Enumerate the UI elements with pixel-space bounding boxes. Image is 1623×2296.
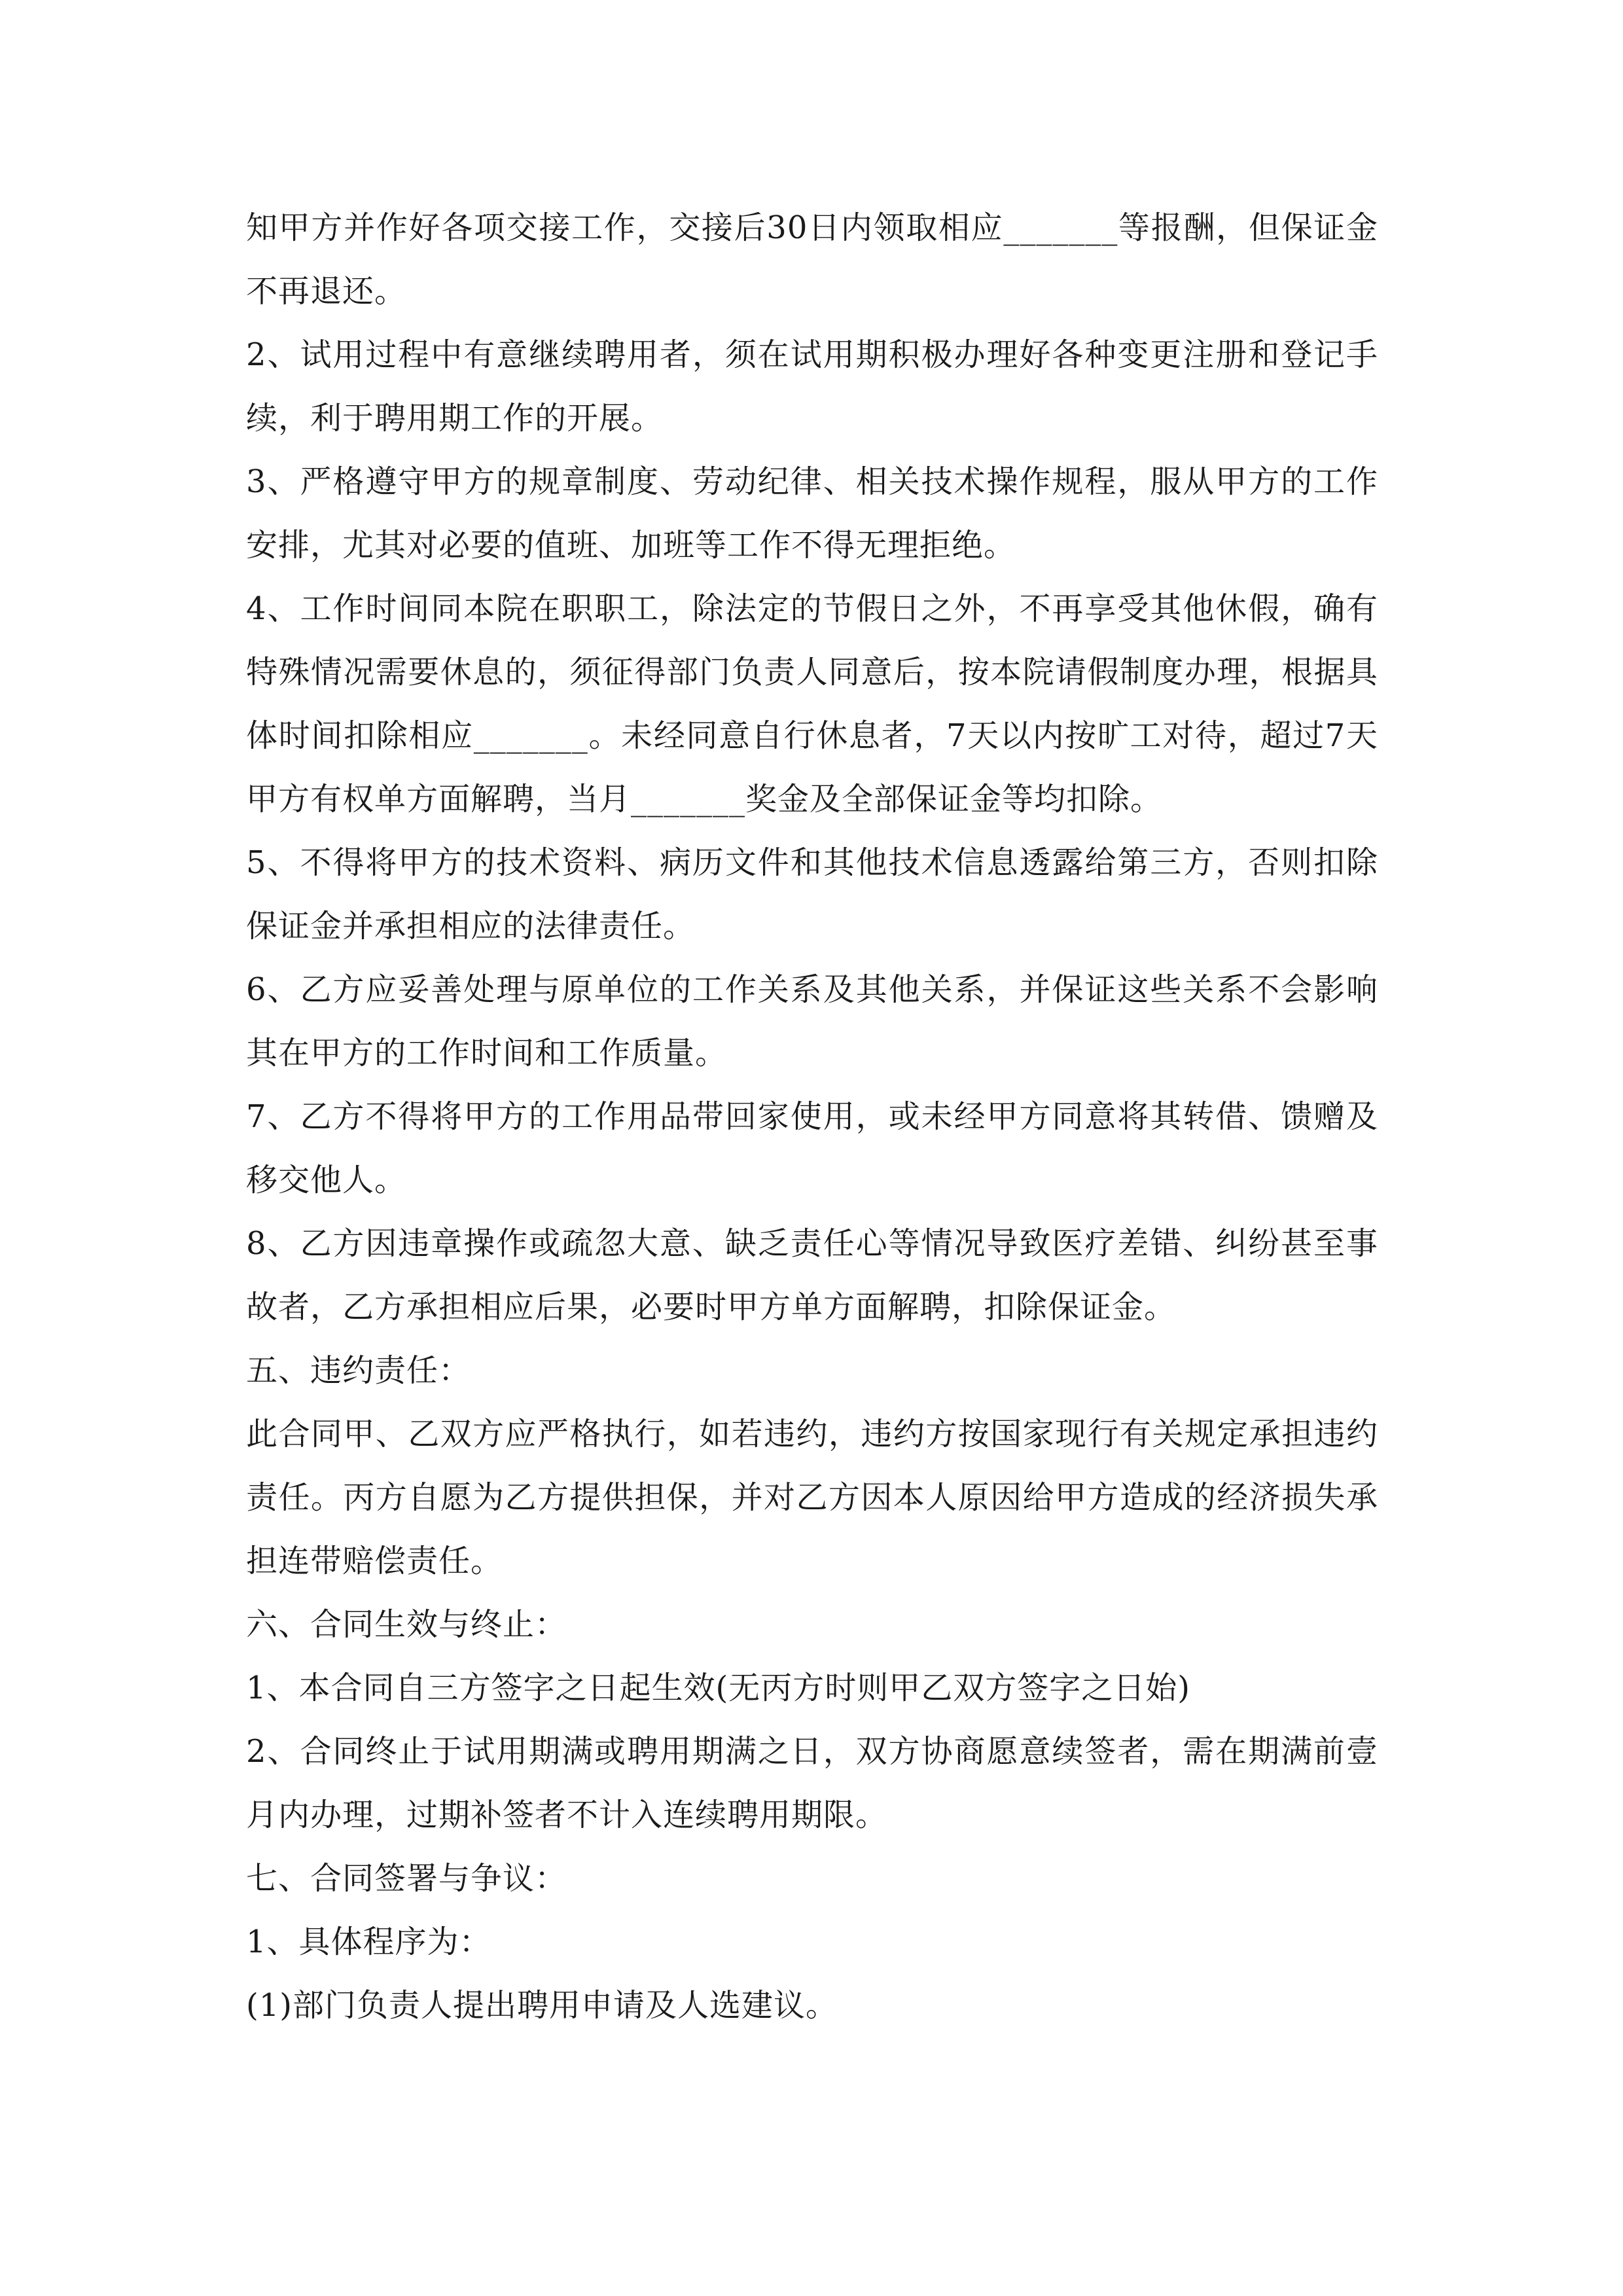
paragraph-work-supplies: 7、乙方不得将甲方的工作用品带回家使用，或未经甲方同意将其转借、馈赠及移交他人。	[246, 1098, 1378, 1198]
paragraph-termination: 2、合同终止于试用期满或聘用期满之日，双方协商愿意续签者，需在期满前壹月内办理，过期补签者不计入连续聘用期限。	[246, 1733, 1378, 1833]
section-heading-signing-dispute: 七、合同签署与争议：	[246, 1860, 567, 1897]
paragraph-confidentiality: 5、不得将甲方的技术资料、病历文件和其他技术信息透露给第三方，否则扣除保证金并承担相应的法律责任。	[246, 844, 1378, 944]
paragraph-breach-liability: 此合同甲、乙双方应严格执行，如若违约，违约方按国家现行有关规定承担违约责任。丙方自愿为乙方提供担保，并对乙方因本人原因给甲方造成的经济损失承担连带赔偿责任。	[246, 1416, 1378, 1579]
paragraph-handover-pay: 知甲方并作好各项交接工作，交接后30日内领取相应_______等报酬，但保证金不再退还。	[246, 209, 1378, 310]
document-body	[246, 196, 1378, 2037]
paragraph-trial-registration: 2、试用过程中有意继续聘用者，须在试用期积极办理好各种变更注册和登记手续，利于聘用期工作的开展。	[246, 336, 1378, 437]
paragraph-comply-rules: 3、严格遵守甲方的规章制度、劳动纪律、相关技术操作规程，服从甲方的工作安排，尤其对必要的值班、加班等工作不得无理拒绝。	[246, 463, 1378, 564]
paragraph-procedure-step-1: (1)部门负责人提出聘用申请及人选建议。	[246, 1987, 838, 2024]
paragraph-procedure: 1、具体程序为：	[246, 1924, 491, 1960]
paragraph-effective-date: 1、本合同自三方签字之日起生效(无丙方时则甲乙双方签字之日始)	[246, 1670, 1190, 1706]
paragraph-medical-errors: 8、乙方因违章操作或疏忽大意、缺乏责任心等情况导致医疗差错、纠纷甚至事故者，乙方承担相应后果，必要时甲方单方面解聘，扣除保证金。	[246, 1225, 1378, 1325]
paragraph-working-hours: 4、工作时间同本院在职职工，除法定的节假日之外，不再享受其他休假，确有特殊情况需要休息的，须征得部门负责人同意后，按本院请假制度办理，根据具体时间扣除相应_______。未经同意自行休息者，7天以内按旷工对待，超过7天甲方有权单方面解聘，当月_______奖金及全部保证金等均扣除。	[246, 590, 1378, 817]
section-heading-breach: 五、违约责任：	[246, 1352, 471, 1389]
section-heading-effect-termination: 六、合同生效与终止：	[246, 1606, 567, 1643]
paragraph-former-employer: 6、乙方应妥善处理与原单位的工作关系及其他关系，并保证这些关系不会影响其在甲方的工作时间和工作质量。	[246, 971, 1378, 1071]
